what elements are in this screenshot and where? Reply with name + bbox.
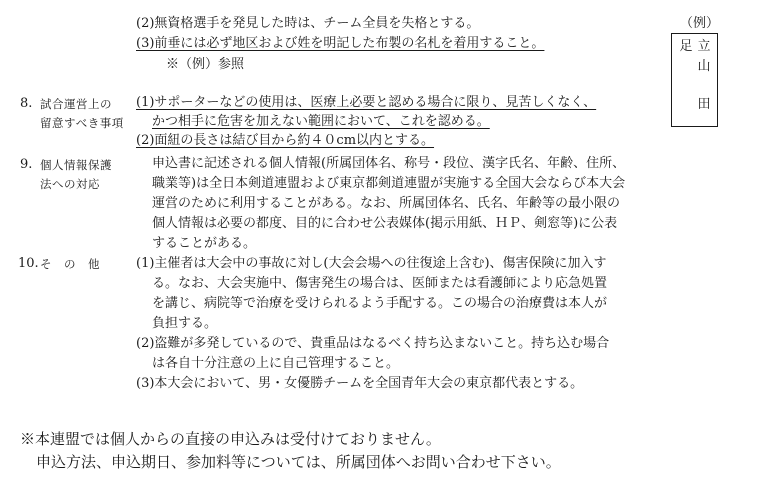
example-char-right-2: 山 [697, 59, 711, 74]
example-reference-note: ※（例）参照 [166, 57, 245, 72]
section-10-line-4: 負担する。 [152, 316, 218, 331]
section-10-line-6: は各自十分注意の上に自己管理すること。 [152, 356, 400, 371]
section-9-line-5: することがある。 [152, 236, 257, 251]
section-10-line-7: (3)本大会において、男・女優勝チームを全国青年大会の東京都代表とする。 [136, 376, 584, 391]
example-char-left: 足 [679, 39, 693, 54]
rule-2-text: (2)無資格選手を発見した時は、チーム全員を失格とする。 [136, 16, 480, 31]
name-tag-example-box [671, 33, 718, 127]
rule-3-text: (3)前垂には必ず地区および姓を明記した布製の名札を着用すること。 [136, 36, 545, 51]
footer-notice-2: 申込方法、申込期日、参加料等については、所属団体へお問い合わせ下さい。 [36, 453, 561, 471]
example-char-right-1: 立 [697, 39, 711, 54]
example-char-right-4: 田 [697, 97, 711, 112]
section-9-heading-1: 個人情報保護 [40, 158, 112, 172]
section-10-number: 10. [18, 256, 39, 271]
section-8-line-1: (1)サポーターなどの使用は、医療上必要と認める場合に限り、見苦しくなく、 [136, 95, 597, 110]
section-9-number: 9. [20, 157, 33, 172]
section-8-line-3: (2)面紐の長さは結び目から約４０cm以内とする。 [136, 133, 435, 148]
section-10-heading: そ の 他 [40, 257, 100, 271]
section-9-heading-2: 法への対応 [40, 177, 100, 191]
section-8-number: 8. [20, 96, 33, 111]
section-10-line-2: る。なお、大会実施中、傷害発生の場合は、医師または看護師により応急処置 [152, 276, 608, 291]
section-9-line-4: 個人情報は必要の都度、目的に合わせ公表媒体(掲示用紙、ＨＰ、剣窓等)に公表 [152, 216, 618, 231]
section-9-line-1: 申込書に記述される個人情報(所属団体名、称号・段位、漢字氏名、年齢、住所、 [152, 156, 626, 171]
section-8-heading-1: 試合運営上の [40, 97, 112, 111]
example-label: （例） [680, 16, 720, 31]
section-10-line-5: (2)盗難が多発しているので、貴重品はなるべく持ち込まないこと。持ち込む場合 [136, 336, 610, 351]
footer-notice-1: ※本連盟では個人からの直接の申込みは受付けておりません。 [20, 430, 441, 448]
section-9-line-2: 職業等)は全日本剣道連盟および東京都剣道連盟が実施する全国大会ならび本大会 [152, 176, 626, 191]
section-8-heading-2: 留意すべき事項 [40, 116, 124, 130]
section-10-line-3: を講じ、病院等で治療を受けられるよう手配する。この場合の治療費は本人が [152, 296, 608, 311]
section-10-line-1: (1)主催者は大会中の事故に対し(大会会場への往復途上含む)、傷害保険に加入す [136, 256, 607, 271]
section-9-line-3: 運営のために利用することがある。なお、所属団体名、氏名、年齢等の最小限の [152, 196, 621, 211]
section-8-line-2: かつ相手に危害を加えない範囲において、これを認める。 [152, 114, 490, 129]
